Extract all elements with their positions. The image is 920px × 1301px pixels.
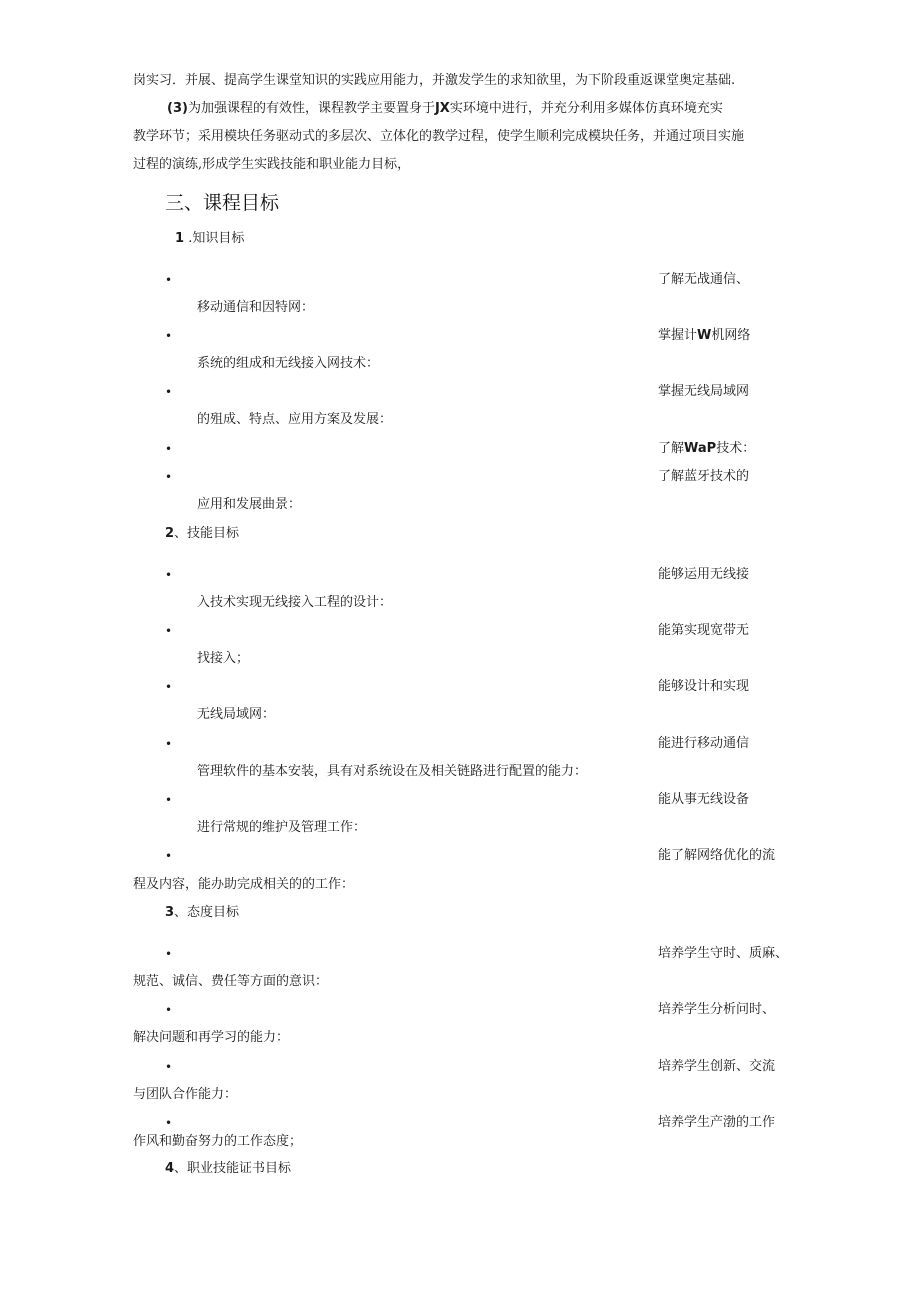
knowledge-item-3-lead: 掌握无线局域网 — [658, 384, 750, 399]
attitude-title: 、态度目标 — [174, 905, 240, 920]
section-title: 三、课程目标 — [165, 192, 280, 214]
knowledge-item-1-lead: 了解无战通信、 — [658, 272, 750, 287]
intro-jx: JX — [434, 101, 450, 116]
knowledge-item-4-lead-b: WaP — [684, 441, 717, 456]
attitude-item-1-cont: 规范、诚信、费任等方面的意识： — [133, 974, 329, 989]
knowledge-item-2-cont: 系统的组成和无线接入网技术： — [197, 356, 380, 371]
bullet-icon: • — [165, 680, 173, 694]
bullet-icon: • — [165, 329, 173, 343]
bullet-icon: • — [165, 1116, 173, 1130]
skill-item-3-cont: 无线局域网： — [197, 707, 276, 722]
intro-line-2 — [167, 100, 723, 118]
knowledge-item-2-lead-c: 机网络 — [711, 328, 751, 343]
bullet-icon: • — [165, 442, 173, 456]
skill-number: 2 — [165, 526, 175, 541]
skill-item-2-cont: 找接入； — [197, 651, 250, 666]
attitude-item-4-lead: 培养学生产渤的工作 — [658, 1115, 776, 1130]
cert-heading — [165, 1160, 291, 1178]
bullet-icon: • — [165, 947, 173, 961]
skill-item-5-lead: 能从事无线设备 — [658, 792, 750, 807]
attitude-item-3-lead: 培养学生创新、交流 — [658, 1059, 776, 1074]
skill-item-1-cont: 入技术实现无线接入工程的设计： — [197, 595, 393, 610]
paragraph-number: (3) — [167, 101, 188, 116]
bullet-icon: • — [165, 737, 173, 751]
bullet-icon: • — [165, 1060, 173, 1074]
skill-item-1-lead: 能够运用无线接 — [658, 567, 750, 582]
cert-number: 4 — [165, 1161, 175, 1176]
attitude-item-1-lead: 培养学生守时、质麻、 — [658, 946, 789, 961]
intro-line-2-a: 为加强课程的有效性，课程教学主要置身于 — [187, 101, 435, 116]
skill-item-6-lead: 能了解网络优化的流 — [658, 848, 776, 863]
intro-line-2-b: 实环境中进行，并充分利用多媒体仿真环境充实 — [449, 101, 723, 116]
attitude-item-2-cont: 解决问题和再学习的能力： — [133, 1030, 290, 1045]
knowledge-item-3-cont: 的殂成、特点、应用方案及发展： — [197, 412, 393, 427]
bullet-icon: • — [165, 849, 173, 863]
bullet-icon: • — [165, 385, 173, 399]
knowledge-heading — [175, 230, 244, 248]
knowledge-item-2-lead-a: 掌握计 — [658, 328, 698, 343]
bullet-icon: • — [165, 624, 173, 638]
intro-line-4: 过程的演练,形成学生实践技能和职业能力目标， — [133, 157, 411, 172]
knowledge-title: .知识目标 — [188, 231, 245, 246]
skill-item-3-lead: 能够设计和实现 — [658, 679, 750, 694]
bullet-icon: • — [165, 568, 173, 582]
bullet-icon: • — [165, 793, 173, 807]
bullet-icon: • — [165, 470, 173, 484]
knowledge-item-1-cont: 移动通信和因特网： — [197, 300, 315, 315]
bullet-icon: • — [165, 1003, 173, 1017]
knowledge-item-5-lead: 了解蓝牙技术的 — [658, 469, 750, 484]
skill-item-4-lead: 能进行移动通信 — [658, 736, 750, 751]
knowledge-number: 1 — [175, 231, 185, 246]
attitude-number: 3 — [165, 905, 175, 920]
knowledge-item-5-cont: 应用和发展曲景： — [197, 497, 302, 512]
skill-item-5-cont: 进行常规的维护及管理工作： — [197, 820, 367, 835]
knowledge-item-4-lead — [658, 440, 755, 458]
knowledge-item-4-lead-a: 了解 — [658, 441, 685, 456]
knowledge-item-2-lead — [658, 327, 750, 345]
intro-line-1: 岗实习．并展、提高学生课堂知识的实践应用能力，并激发学生的求知欲里，为下阶段重返课堂奥定基础. — [133, 73, 736, 88]
skill-item-6-cont: 程及内容，能办助完成相关的的工作： — [133, 877, 355, 892]
bullet-icon: • — [165, 273, 173, 287]
knowledge-item-4-lead-c: 技术： — [716, 441, 756, 456]
intro-line-3: 教学环节；采用模块任务驱动式的多层次、立体化的教学过程，使学生顺利完成模块任务，并通过项目实施 — [133, 129, 745, 144]
skill-item-2-lead: 能第实现宽带无 — [658, 623, 750, 638]
attitude-item-3-cont: 与团队合作能力： — [133, 1087, 238, 1102]
skill-item-4-cont: 管理软件的基本安装，具有对系统设在及相关链路进行配置的能力： — [197, 764, 588, 779]
knowledge-item-2-lead-b: W — [697, 328, 712, 343]
attitude-item-4-cont: 作风和勤奋努力的工作态度； — [133, 1134, 303, 1149]
skill-title: 、技能目标 — [174, 526, 240, 541]
attitude-heading — [165, 904, 239, 922]
skill-heading — [165, 525, 239, 543]
attitude-item-2-lead: 培养学生分析问时、 — [658, 1002, 776, 1017]
cert-title: 、职业技能证书目标 — [174, 1161, 292, 1176]
